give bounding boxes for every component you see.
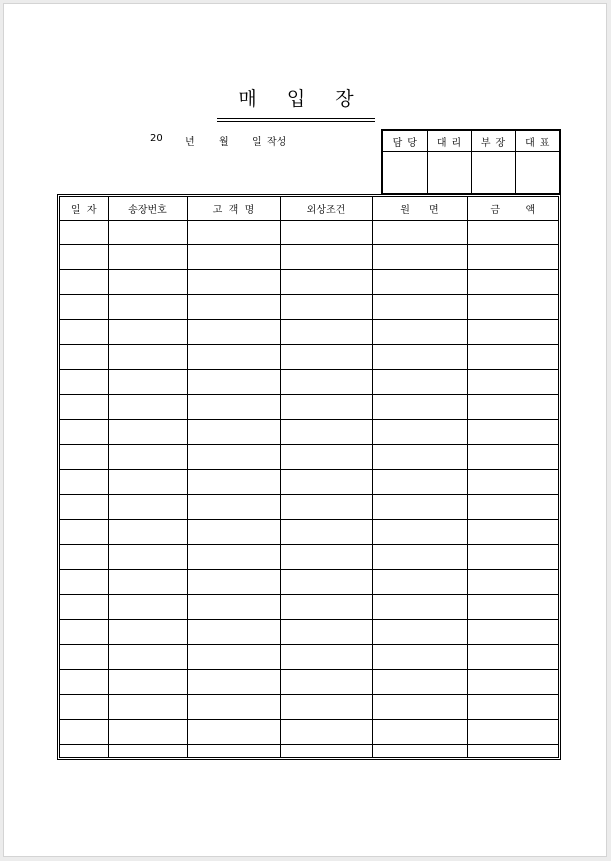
table-cell[interactable] [60,595,108,620]
table-cell[interactable] [187,395,280,420]
table-cell[interactable] [60,245,108,270]
table-cell[interactable] [187,545,280,570]
table-cell[interactable] [467,570,558,595]
table-cell[interactable] [467,694,558,719]
table-cell[interactable] [280,570,372,595]
table-cell[interactable] [187,320,280,345]
table-cell[interactable] [372,694,467,719]
table-cell[interactable] [372,644,467,669]
table-row [60,295,558,320]
table-cell[interactable] [187,495,280,520]
table-row [60,270,558,295]
table-cell[interactable] [187,570,280,595]
table-cell[interactable] [280,520,372,545]
table-cell[interactable] [108,595,187,620]
table-cell[interactable] [280,719,372,744]
table-cell[interactable] [187,520,280,545]
table-cell[interactable] [187,669,280,694]
table-cell[interactable] [467,370,558,395]
table-cell[interactable] [60,694,108,719]
table-cell[interactable] [187,370,280,395]
table-cell[interactable] [467,295,558,320]
table-cell[interactable] [372,719,467,744]
table-row [60,245,558,270]
table-cell[interactable] [60,520,108,545]
table-row [60,570,558,595]
table-cell[interactable] [108,420,187,445]
table-cell[interactable] [108,370,187,395]
approval-label-assistant-manager: 대리 [427,131,471,152]
table-row [60,370,558,395]
table-row [60,644,558,669]
table-cell[interactable] [467,744,558,757]
table-cell[interactable] [187,644,280,669]
table-cell[interactable] [108,470,187,495]
table-row [60,420,558,445]
table-cell[interactable] [372,495,467,520]
table-cell[interactable] [108,220,187,245]
table-row [60,495,558,520]
purchase-ledger-table [57,194,561,760]
table-cell[interactable] [467,669,558,694]
table-cell[interactable] [60,495,108,520]
table-cell[interactable] [108,570,187,595]
table-row [60,220,558,245]
table-cell[interactable] [60,445,108,470]
approval-sign-cell[interactable] [427,152,471,194]
table-cell[interactable] [372,220,467,245]
table-cell[interactable] [187,245,280,270]
table-cell[interactable] [60,345,108,370]
table-cell[interactable] [280,595,372,620]
table-cell[interactable] [108,295,187,320]
table-cell[interactable] [60,470,108,495]
ledger-header-row [60,197,558,220]
table-cell[interactable] [467,245,558,270]
table-cell[interactable] [187,220,280,245]
table-cell[interactable] [60,570,108,595]
table-cell[interactable] [372,270,467,295]
table-cell[interactable] [60,644,108,669]
table-cell[interactable] [60,719,108,744]
table-cell[interactable] [187,620,280,645]
table-cell[interactable] [280,345,372,370]
table-cell[interactable] [372,595,467,620]
table-cell[interactable] [280,644,372,669]
column-header-customer-name: 고 객 명 [187,197,280,220]
table-cell[interactable] [467,395,558,420]
approval-sign-cell[interactable] [383,152,427,194]
table-cell[interactable] [280,245,372,270]
approval-label-department-head: 부장 [471,131,515,152]
table-cell[interactable] [187,595,280,620]
table-cell[interactable] [280,445,372,470]
table-cell[interactable] [187,470,280,495]
table-cell[interactable] [372,620,467,645]
table-cell[interactable] [108,520,187,545]
table-cell[interactable] [187,719,280,744]
title-underline [217,118,375,119]
table-cell[interactable] [467,320,558,345]
table-cell[interactable] [108,719,187,744]
table-cell[interactable] [187,445,280,470]
table-cell[interactable] [467,270,558,295]
approval-label-staff: 담당 [383,131,427,152]
table-cell[interactable] [108,395,187,420]
table-row [60,395,558,420]
table-cell[interactable] [467,345,558,370]
table-cell[interactable] [108,270,187,295]
table-row [60,744,558,757]
table-cell[interactable] [187,270,280,295]
table-cell[interactable] [60,320,108,345]
approval-box [381,129,561,195]
table-cell[interactable] [60,545,108,570]
table-cell[interactable] [108,744,187,757]
table-cell[interactable] [372,345,467,370]
table-cell[interactable] [108,545,187,570]
table-cell[interactable] [467,719,558,744]
table-cell[interactable] [280,694,372,719]
table-cell[interactable] [467,595,558,620]
table-cell[interactable] [372,395,467,420]
table-cell[interactable] [372,420,467,445]
document-page [3,3,607,857]
table-cell[interactable] [372,295,467,320]
table-cell[interactable] [467,470,558,495]
table-row [60,345,558,370]
table-cell[interactable] [187,345,280,370]
table-cell[interactable] [372,545,467,570]
table-cell[interactable] [372,570,467,595]
table-cell[interactable] [108,445,187,470]
table-cell[interactable] [187,744,280,757]
year-unit: 년 [185,137,195,148]
table-cell[interactable] [108,644,187,669]
table-cell[interactable] [280,620,372,645]
year-prefix: 20 [150,133,163,144]
table-cell[interactable] [467,445,558,470]
table-cell[interactable] [108,320,187,345]
table-cell[interactable] [187,420,280,445]
approval-label-ceo: 대표 [515,131,559,152]
table-row [60,470,558,495]
table-cell[interactable] [467,620,558,645]
table-cell[interactable] [280,395,372,420]
table-cell[interactable] [372,470,467,495]
table-cell[interactable] [280,495,372,520]
table-cell[interactable] [280,420,372,445]
table-cell[interactable] [60,270,108,295]
approval-sign-cell[interactable] [515,152,559,194]
table-cell[interactable] [467,644,558,669]
table-cell[interactable] [60,669,108,694]
table-cell[interactable] [108,345,187,370]
table-cell[interactable] [372,320,467,345]
table-row [60,445,558,470]
table-cell[interactable] [280,320,372,345]
table-cell[interactable] [108,620,187,645]
table-cell[interactable] [467,545,558,570]
date-suffix: 작성 [267,137,287,148]
table-cell[interactable] [467,495,558,520]
table-cell[interactable] [280,220,372,245]
approval-sign-cell[interactable] [471,152,515,194]
table-cell[interactable] [372,744,467,757]
table-cell[interactable] [60,220,108,245]
table-cell[interactable] [467,220,558,245]
month-unit: 월 [219,137,229,148]
table-cell[interactable] [60,744,108,757]
table-cell[interactable] [467,420,558,445]
day-unit: 일 [252,137,262,148]
table-cell[interactable] [280,545,372,570]
table-row [60,595,558,620]
table-row [60,320,558,345]
table-cell[interactable] [108,694,187,719]
table-cell[interactable] [280,295,372,320]
title-underline-double [217,121,375,122]
table-cell[interactable] [280,744,372,757]
table-row [60,620,558,645]
document-title: 매 입 장 [238,88,366,110]
table-cell[interactable] [372,520,467,545]
table-cell[interactable] [372,370,467,395]
table-cell[interactable] [187,694,280,719]
table-row [60,669,558,694]
table-cell[interactable] [280,370,372,395]
table-cell[interactable] [372,669,467,694]
table-row [60,545,558,570]
table-cell[interactable] [280,470,372,495]
column-header-invoice-number: 송장번호 [108,197,187,220]
table-cell[interactable] [280,669,372,694]
column-header-date: 일 자 [60,197,108,220]
table-row [60,719,558,744]
table-cell[interactable] [60,620,108,645]
table-cell[interactable] [108,669,187,694]
table-row [60,694,558,719]
table-cell[interactable] [187,295,280,320]
table-cell[interactable] [280,270,372,295]
table-cell[interactable] [60,295,108,320]
table-cell[interactable] [60,395,108,420]
table-cell[interactable] [108,495,187,520]
table-cell[interactable] [60,420,108,445]
table-cell[interactable] [108,245,187,270]
table-row [60,520,558,545]
column-header-original-face: 원 면 [372,197,467,220]
column-header-credit-terms: 외상조건 [280,197,372,220]
table-cell[interactable] [372,445,467,470]
table-cell[interactable] [60,370,108,395]
table-cell[interactable] [467,520,558,545]
column-header-amount: 금 액 [467,197,558,220]
table-cell[interactable] [372,245,467,270]
